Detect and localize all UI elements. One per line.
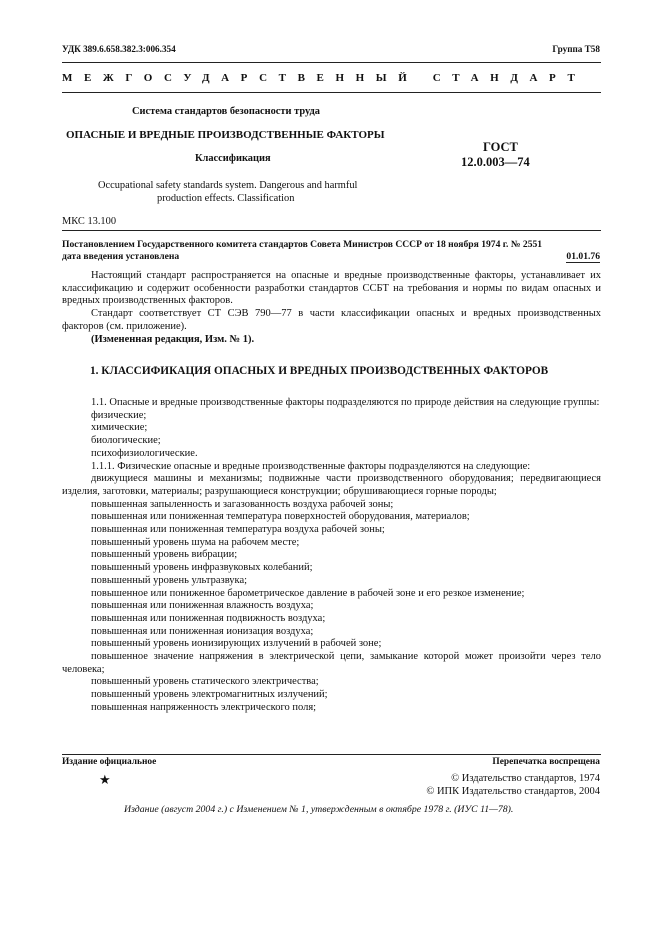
list-item: повышенная напряженность электрического поля; bbox=[91, 701, 317, 713]
list-item: повышенный уровень ионизирующих излучений в рабочей зоне; bbox=[91, 638, 382, 650]
header-rule-bottom bbox=[62, 92, 601, 93]
intro-paragraph-1: Настоящий стандарт распространяется на опасные и вредные производственные факторы, устанавливает их классификацию и содержит особенности разработки стандартов ССБТ на требования и нормы по видам опасных и вредных производственных факторов. bbox=[62, 270, 601, 307]
official-edition-label: Издание официальное bbox=[62, 757, 157, 767]
section-heading: 1. КЛАССИФИКАЦИЯ ОПАСНЫХ И ВРЕДНЫХ ПРОИЗВОДСТВЕННЫХ ФАКТОРОВ bbox=[90, 365, 549, 377]
document-subtitle: Классификация bbox=[195, 153, 271, 164]
decree-date-label: дата введения установлена bbox=[62, 251, 180, 262]
reprint-notice: Перепечатка воспрещена bbox=[492, 757, 600, 767]
list-item: физические; bbox=[91, 409, 147, 421]
mks-rule bbox=[62, 230, 601, 231]
english-title-line2: production effects. Classification bbox=[157, 193, 295, 204]
header-rule bbox=[62, 62, 601, 63]
list-item: повышенный уровень ультразвука; bbox=[91, 574, 248, 586]
edition-note: Издание (август 2004 г.) с Изменением № 1, утвержденным в октябре 1978 г. (ИУС 11—78). bbox=[124, 804, 514, 815]
list-item: повышенный уровень статического электричества; bbox=[91, 676, 319, 688]
decree-line: Постановлением Государственного комитета стандартов Совета Министров СССР от 18 ноября 1974 г. № 2551 bbox=[62, 239, 543, 250]
system-name: Система стандартов безопасности труда bbox=[132, 106, 320, 117]
list-item: повышенная или пониженная температура воздуха рабочей зоны; bbox=[91, 524, 385, 536]
english-title-line1: Occupational safety standards system. Dangerous and harmful bbox=[98, 180, 358, 191]
list-item: химические; bbox=[91, 422, 148, 434]
list-item: повышенная или пониженная подвижность воздуха; bbox=[91, 612, 326, 624]
document-title: ОПАСНЫЕ И ВРЕДНЫЕ ПРОИЗВОДСТВЕННЫЕ ФАКТОРЫ bbox=[66, 129, 385, 141]
intro-block bbox=[62, 270, 601, 346]
star-icon: ★ bbox=[99, 772, 111, 787]
copyright-1974: © Издательство стандартов, 1974 bbox=[451, 773, 600, 784]
list-item: повышенное или пониженное барометрическое давление в рабочей зоне и его резкое изменение; bbox=[91, 587, 525, 599]
list-item: повышенный уровень электромагнитных излучений; bbox=[91, 689, 328, 701]
copyright-2004: © ИПК Издательство стандартов, 2004 bbox=[426, 786, 600, 797]
clause-1-1: 1.1. Опасные и вредные производственные факторы подразделяются по природе действия на следующие группы: bbox=[91, 397, 600, 408]
gost-number: 12.0.003—74 bbox=[461, 155, 530, 169]
gost-label: ГОСТ bbox=[483, 140, 518, 154]
list-item: повышенная или пониженная температура поверхностей оборудования, материалов; bbox=[91, 511, 470, 523]
list-item: повышенная запыленность и загазованность воздуха рабочей зоны; bbox=[91, 498, 394, 510]
list-item: психофизиологические. bbox=[91, 447, 198, 459]
list-item: движущиеся машины и механизмы; подвижные части производственного оборудования; передвигающиеся изделия, заготовки, материалы; разрушающиеся конструкции; обрушивающиеся горные породы; bbox=[62, 473, 601, 497]
amendment-note: (Измененная редакция, Изм. № 1). bbox=[91, 333, 255, 345]
group-code: Группа Т58 bbox=[552, 44, 600, 54]
list-item: повышенный уровень вибрации; bbox=[91, 549, 238, 561]
section-body bbox=[62, 397, 601, 715]
footer-rule bbox=[62, 754, 601, 755]
standard-type-heading: МЕЖГОСУДАРСТВЕННЫЙ СТАНДАРТ bbox=[62, 72, 587, 84]
list-item: повышенное значение напряжения в электрической цепи, замыкание которой может произойти через тело человека; bbox=[62, 651, 601, 675]
list-item: повышенный уровень инфразвуковых колебаний; bbox=[91, 562, 313, 574]
list-item: повышенная или пониженная ионизация воздуха; bbox=[91, 625, 314, 637]
clause-1-1-1: 1.1.1. Физические опасные и вредные производственные факторы подразделяются на следующие: bbox=[91, 460, 531, 472]
intro-paragraph-2: Стандарт соответствует СТ СЭВ 790—77 в части классификации опасных и вредных производственных факторов (см. приложение). bbox=[62, 308, 601, 332]
udk-code: УДК 389.6.658.382.3:006.354 bbox=[62, 44, 176, 54]
decree-date: 01.01.76 bbox=[566, 251, 600, 262]
mks-code: МКС 13.100 bbox=[62, 216, 117, 227]
list-item: биологические; bbox=[91, 435, 161, 447]
list-item: повышенный уровень шума на рабочем месте; bbox=[91, 536, 300, 548]
list-item: повышенная или пониженная влажность воздуха; bbox=[91, 600, 314, 612]
